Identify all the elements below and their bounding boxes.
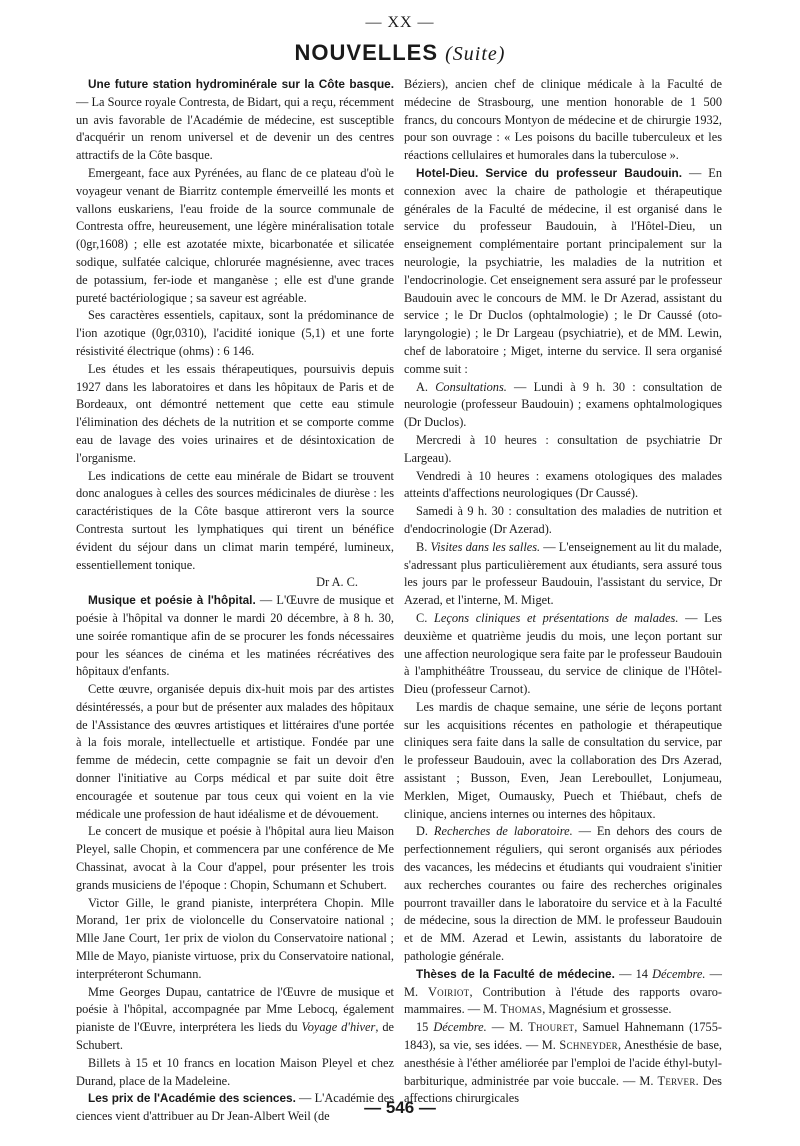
paragraph: Les indications de cette eau minérale de Bidart se trouvent donc analogues à celles des sources médicinales de diurèse : les caractéristiques de la Côte basque attireront vers la source Contresta surtout les lymphatiques qui tirent un bénéfice évident du séjour dans un climat marin tempéré, lumineux, essentiellement tonique. [76,468,394,572]
article-heading: Les prix de l'Académie des sciences. [88,1091,296,1106]
paragraph: Vendredi à 10 heures : examens otologiques des malades atteints d'affections neurologiques (Dr Caussé). [404,468,722,501]
paragraph: Mme Georges Dupau, cantatrice de l'Œuvre de musique et poésie à l'hôpital, accompagnée par Mme Lebocq, également pianiste de l'Œuvre, interprétera les lieds du Voyage d'hiver, de Schubert. [76,984,394,1053]
article-theses-intro: Thèses de la Faculté de médecine. — 14 Décembre. — M. Voiriot, Contribution à l'étude des rapports ovaro-mammaires. — M. Thomas, Magnésium et grossesse. [404,966,723,1017]
paragraph: Mercredi à 10 heures : consultation de psychiatrie Dr Largeau). [404,432,722,465]
paragraph: Samedi à 9 h. 30 : consultation des maladies de nutrition et d'endocrinologie (Dr Azerad). [404,504,722,536]
left-column [76,76,394,1126]
paragraph: Victor Gille, le grand pianiste, interprétera Chopin. Mlle Morand, 1er prix de violoncelle du Conservatoire national ; Mlle Jane Court, 1er prix de violon du Conservatoire national ; Mlle de Mayo, pianiste virtuose, prix du Conservatoire national, interpréteront Schumann. [76,895,394,981]
article-heading: Hotel-Dieu. Service du professeur Baudouin. [416,165,682,180]
section-a-consultations: A. Consultations. — Lundi à 9 h. 30 : consultation de neurologie (professeur Baudouin) ; examens ophtalmologiques (Dr Duclos). [404,379,722,430]
article-heading: Thèses de la Faculté de médecine. [416,966,615,981]
paragraph: Cette œuvre, organisée depuis dix-huit mois par des artistes désintéressés, a pour but de présenter aux malades des hôpitaux de l'Assistance des œuvres artistiques et littéraires d'une portée à la fois morale, intellectuelle et artistique. Fondée par une femme de médecin, cette compagnie se fait un devoir d'en donner l'initiative au Corps médical et par suite doit être encouragée et soutenue par tous ceux qui voient en la vie médicale une profession de haut idéalisme et de dévouement. [76,682,394,821]
paragraph-continued: Béziers), ancien chef de clinique médicale à la Faculté de médecine de Strasbourg, une mention honorable de 1 500 francs, du concours Montyon de médecine et de chirurgie 1932, pour son ouvrage : « Les poisons du bacille tuberculeux et les réactions cellulaires et humorales dans la tuberculose ». [404,77,722,163]
right-column [404,76,722,1108]
paragraph: Emergeant, face aux Pyrénées, au flanc de ce plateau d'où le voyageur venant de Biarritz contemple émerveillé les monts et vallons euskariens, l'eau froide de la source communale de Contresta offre, heureusement, une légère minéralisation totale (0gr,1608) ; elle est azotatée mixte, bicarbonatée et silicatée sodique, sulfatée calcique, chlorurée magnésienne, avec traces de potassium, fer-iode et manganèse ; elle est d'une grande pureté bactériologique ; sa saveur est agréable. [76,165,394,305]
article-heading: Musique et poésie à l'hôpital. [88,593,256,608]
paragraph: Billets à 15 et 10 francs en location Maison Pleyel et chez Durand, place de la Madeleine. [76,1055,394,1088]
article-hotel-dieu-intro: Hotel-Dieu. Service du professeur Baudouin. — En connexion avec la chaire de pathologie et thérapeutique générales de la Faculté de médecine, il est organisé dans le service du professeur Baudouin, à l'Hôtel-Dieu, un enseignement complémentaire portant principalement sur la neurologie, la psychiatrie, les maladies de la nutrition et l'endocrinologie. Cet enseignement sera assuré par le professeur Baudouin avec le concours de MM. le Dr Azerad, assistant du service ; le Dr Duclos (ophtalmologie) ; le Dr Caussé (oto-laryngologie) ; le Dr Largeau (psychiatrie), et de MM. Lewin, chef de laboratoire ; Miget, interne du service. Il sera organisé comme suit : [404,165,722,376]
section-title-main: NOUVELLES [294,40,439,65]
page-number: — 546 — [364,1098,436,1117]
paragraph: Les mardis de chaque semaine, une série de leçons portant sur les acquisitions récentes en pathologie et thérapeutique cliniques sera faite dans la salle de consultation du service, par le professeur Baudouin, avec la collaboration des Drs Azerad, assistant ; Busson, Even, Jean Lereboullet, Lonjumeau, Merklen, Miget, Oumausky, Puech et Thiébaut, chefs de clinique, anciens internes ou internes des hôpitaux. [404,699,722,821]
article-bidart-intro: Une future station hydrominérale sur la Côte basque. — La Source royale Contresta, de Bidart, qui a reçu, récemment un avis favorable de l'Académie de médecine, est susceptible d'acquérir un renom universel et de devenir un des centres attractifs de la Côte basque. [76,77,394,163]
article-musique-intro: Musique et poésie à l'hôpital. — L'Œuvre de musique et poésie à l'hôpital va donner le mardi 20 décembre, à 8 h. 30, une soirée romantique afin de se procurer les fonds nécessaires pour les séances de cinéma et les matinées récréatives des hôpitaux d'enfants. [76,593,394,679]
section-d-recherches: D. Recherches de laboratoire. — En dehors des cours de perfectionnement réguliers, qui seront organisés aux périodes des vacances, les médecins et étudiants qui voudraient s'initier aux recherches courantes ou faire des recherches originales pourront travailler dans le laboratoire du service et à la Faculté de médecine, sous la direction de MM. le professeur Baudouin et de MM. Azerad et Lewin, assistants du laboratoire de pathologie générale. [404,824,722,964]
paragraph: Les études et les essais thérapeutiques, poursuivis depuis 1927 dans les laboratoires et dans les hôpitaux de Paris et de Bordeaux, ont démontré nettement que cette eau stimule l'élimination des déchets de la nutrition et se comporte comme eau de lavage des voies urinaires et de désintoxication de l'organisme. [76,361,394,465]
roman-page-number: — XX — [365,14,435,31]
paragraph: Le concert de musique et poésie à l'hôpital aura lieu Maison Pleyel, salle Chopin, et commencera par une conférence de Me Chassinat, avocat à la Cour d'appel, pour présenter les trois grands musiciens de l'époque : Chopin, Schumann et Schubert. [76,824,394,892]
paragraph: Ses caractères essentiels, capitaux, sont la prédominance de l'ion azotique (0gr,0310), l'acidité ionique (5,1) et une forte résistivité électrique (ohms) : 6 146. [76,308,394,358]
article-heading: Une future station hydrominérale sur la Côte basque. [88,77,394,91]
section-title-suite: (Suite) [445,43,506,65]
section-c-lecons: C. Leçons cliniques et présentations de malades. — Les deuxième et quatrième jeudis du mois, une leçon portant sur une affection neurologique sera faite par le professeur Baudouin à l'amphithéâtre Trousseau, du service de clinique de l'Hôtel-Dieu (professeur Carnot). [404,610,722,697]
author-signature: Dr A. C. [316,575,358,590]
paragraph: 15 Décembre. — M. Thouret, Samuel Hahnemann (1755-1843), sa vie, ses idées. — M. Schneyder, Anesthésie de base, anesthésie à l'éther améliorée par l'emploi de l'acide éthyl-butyl-barbiturique, administrée par voie buccale. — M. Terver. Des affections chirurgicales [404,1020,723,1106]
section-title [0,40,800,66]
article-prix-intro: Les prix de l'Académie des sciences. — L'Académie des ciences vient d'attribuer au Dr Jean-Albert Weil (de [76,1091,394,1124]
section-b-visites: B. Visites dans les salles. — L'enseignement au lit du malade, s'adressant plus particulièrement aux étudiants, sera assuré tous les jours par le professeur Baudouin, l'assistant du service, Dr Azerad, et l'interne, M. Miget. [404,539,722,608]
